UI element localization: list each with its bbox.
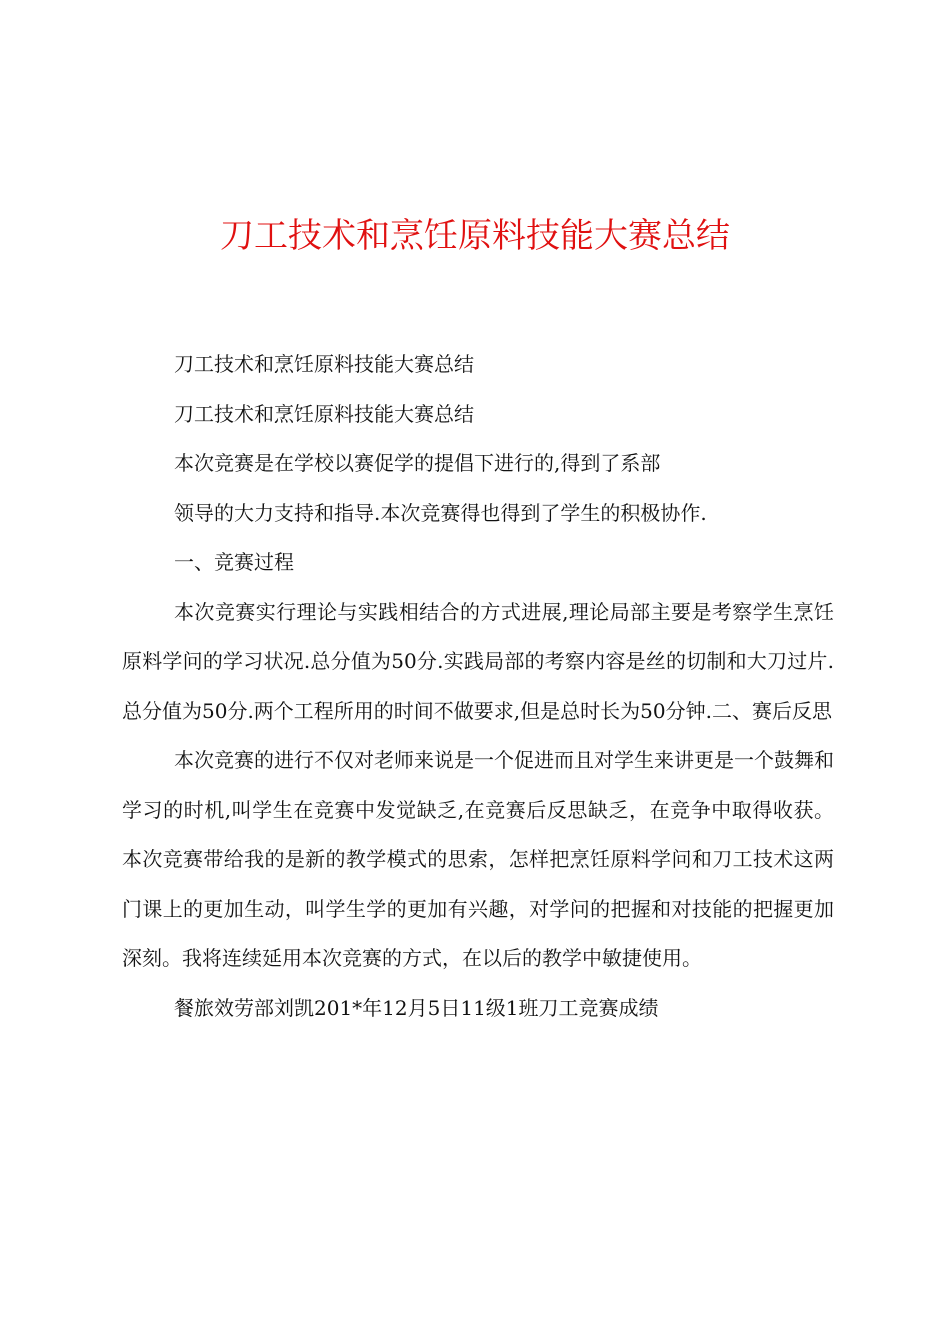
document-title: 刀工技术和烹饪原料技能大赛总结 — [220, 216, 730, 256]
body-paragraph-2: 刀工技术和烹饪原料技能大赛总结 — [174, 401, 474, 426]
body-paragraph-process: 本次竞赛实行理论与实践相结合的方式进展,理论局部主要是考察学生烹饪原料学问的学习状况.总分值为50分.实践局部的考察内容是丝的切制和大刀过片.总分值为50分.两个工程所用的时间不做要求,但是总时长为50分钟.二、赛后反思 — [122, 599, 834, 723]
document-body — [122, 340, 834, 1033]
body-paragraph-4: 领导的大力支持和指导.本次竞赛得也得到了学生的积极协作. — [174, 500, 707, 525]
body-paragraph-signature: 餐旅效劳部刘凯201*年12月5日11级1班刀工竞赛成绩 — [174, 995, 659, 1020]
body-paragraph-1: 刀工技术和烹饪原料技能大赛总结 — [174, 352, 474, 376]
body-paragraph-reflection: 本次竞赛的进行不仅对老师来说是一个促进而且对学生来讲更是一个鼓舞和学习的时机,叫学生在竞赛中发觉缺乏,在竞赛后反思缺乏，在竞争中取得收获。本次竞赛带给我的是新的教学模式的思索，怎样把烹饪原料学问和刀工技术这两门课上的更加生动，叫学生学的更加有兴趣，对学问的把握和对技能的把握更加深刻。我将连续延用本次竞赛的方式，在以后的教学中敏捷使用。 — [122, 748, 834, 970]
section-heading-process: 一、竞赛过程 — [174, 550, 294, 574]
body-paragraph-3: 本次竞赛是在学校以赛促学的提倡下进行的,得到了系部 — [174, 451, 661, 475]
